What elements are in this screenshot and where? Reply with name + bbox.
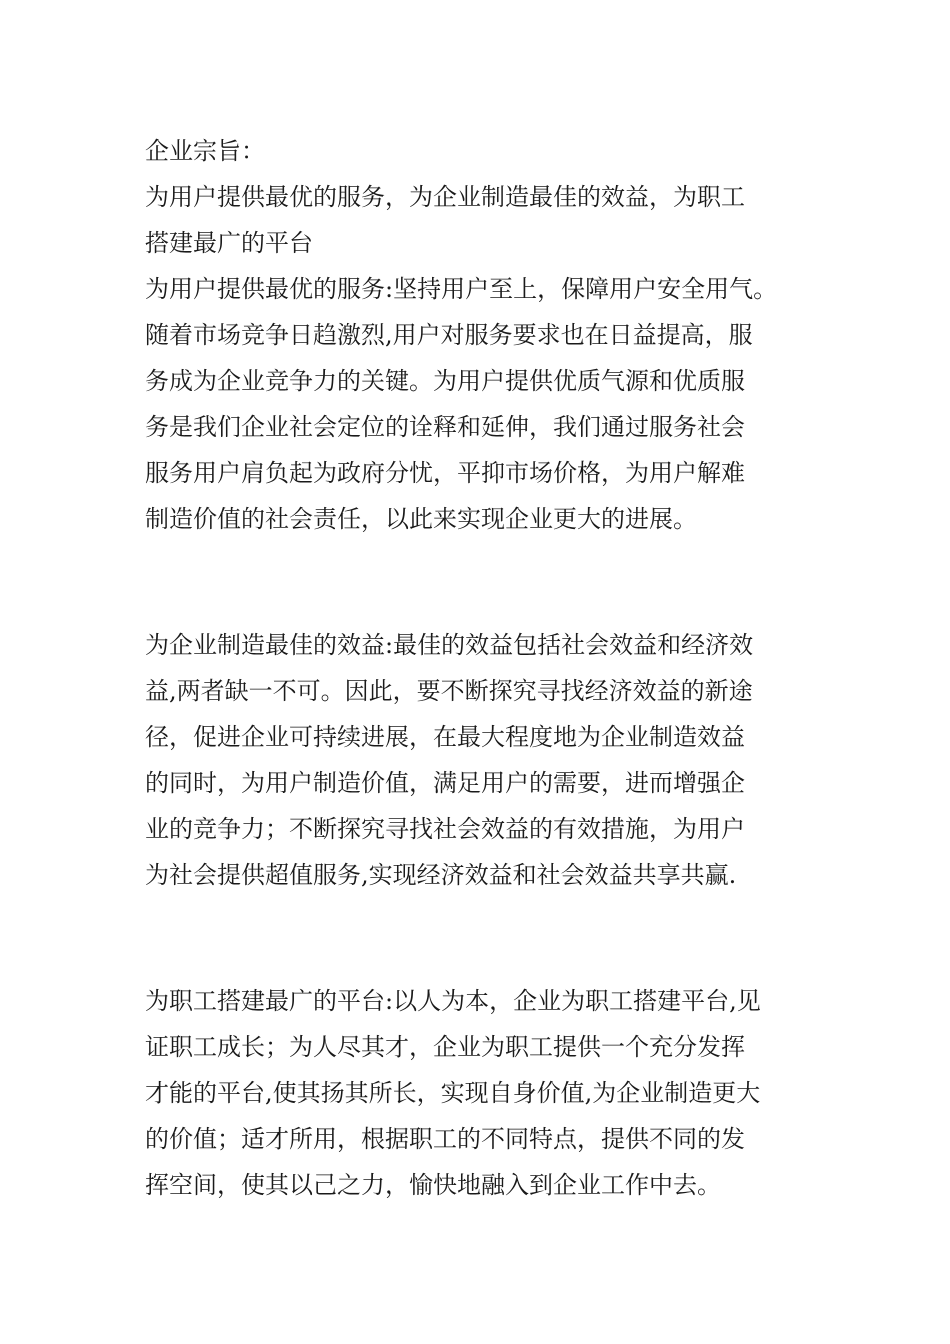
- paragraph-line: 证职工成长；为人尽其才，企业为职工提供一个充分发挥: [145, 1033, 745, 1061]
- paragraph-line: 径，促进企业可持续进展，在最大程度地为企业制造效益: [145, 723, 745, 751]
- paragraph-line: 随着市场竞争日趋激烈,用户对服务要求也在日益提高，服: [145, 321, 753, 349]
- paragraph-service: [145, 266, 825, 542]
- paragraph-line: 的价值；适才所用，根据职工的不同特点，提供不同的发: [145, 1125, 745, 1153]
- principle-statement: [145, 174, 825, 266]
- paragraph-line: 为企业制造最佳的效益:最佳的效益包括社会效益和经济效: [145, 631, 754, 659]
- paragraph-line: 服务用户肩负起为政府分忧，平抑市场价格，为用户解难: [145, 459, 745, 487]
- paragraph-line: 益,两者缺一不可。因此，要不断探究寻找经济效益的新途: [145, 677, 753, 705]
- heading: [145, 128, 825, 174]
- principle-line: 为用户提供最优的服务，为企业制造最佳的效益，为职工: [145, 183, 745, 211]
- paragraph-line: 业的竞争力；不断探究寻找社会效益的有效措施，为用户: [145, 815, 745, 843]
- paragraph-line: 才能的平台,使其扬其所长，实现自身价值,为企业制造更大: [145, 1079, 761, 1107]
- paragraph-line: 为职工搭建最广的平台:以人为本，企业为职工搭建平台,见: [145, 987, 761, 1015]
- heading-text: 企业宗旨：: [145, 137, 265, 165]
- paragraph-line: 务是我们企业社会定位的诠释和延伸，我们通过服务社会: [145, 413, 745, 441]
- paragraph-line: 为社会提供超值服务,实现经济效益和社会效益共享共赢.: [145, 861, 737, 889]
- paragraph-line: 务成为企业竞争力的关键。为用户提供优质气源和优质服: [145, 367, 745, 395]
- paragraph-line: 的同时，为用户制造价值，满足用户的需要，进而增强企: [145, 769, 745, 797]
- paragraph-line: 制造价值的社会责任，以此来实现企业更大的进展。: [145, 505, 697, 533]
- paragraph-line: 为用户提供最优的服务:坚持用户至上，保障用户安全用气。: [145, 275, 778, 303]
- paragraph-line: 挥空间，使其以己之力，愉快地融入到企业工作中去。: [145, 1171, 721, 1199]
- paragraph-benefit: [145, 622, 825, 898]
- principle-line: 搭建最广的平台: [145, 229, 313, 257]
- paragraph-platform: [145, 978, 825, 1208]
